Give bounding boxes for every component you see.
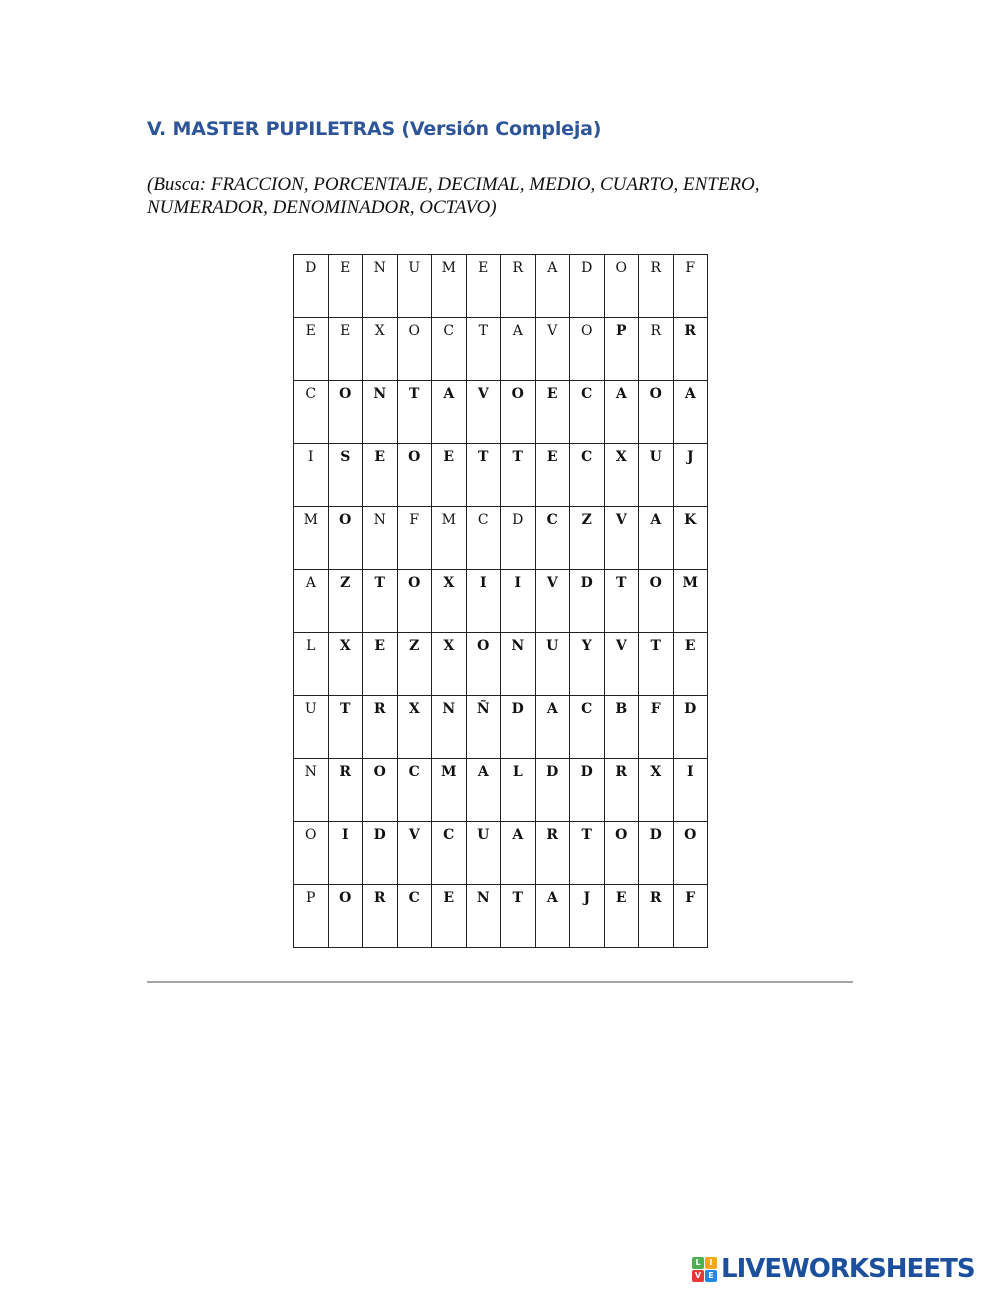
grid-letter: D [684,701,697,717]
grid-letter: L [512,764,523,780]
grid-cell[interactable] [570,822,605,885]
grid-cell[interactable] [501,255,536,318]
grid-cell[interactable] [397,444,432,507]
grid-letter: R [546,827,559,843]
grid-cell[interactable] [604,255,639,318]
grid-letter: L [306,638,316,654]
grid-letter: A [477,764,489,780]
section-divider [147,981,853,983]
grid-cell[interactable] [535,444,570,507]
logo-badge-square: V [692,1270,704,1282]
grid-letter: D [373,827,386,843]
grid-cell[interactable] [363,759,398,822]
grid-letter: C [443,827,455,843]
grid-letter: O [339,512,352,528]
grid-letter: E [340,323,351,339]
grid-letter: C [581,701,593,717]
grid-cell[interactable] [639,633,674,696]
grid-letter: A [305,575,316,591]
grid-letter: X [408,701,420,717]
grid-letter: A [615,386,627,402]
grid-letter: C [546,512,558,528]
grid-letter: O [684,827,697,843]
grid-cell[interactable] [673,885,708,948]
grid-cell[interactable] [432,885,467,948]
grid-letter: C [443,323,455,339]
grid-letter: D [511,701,524,717]
grid-row [294,444,708,507]
grid-cell[interactable] [639,444,674,507]
grid-cell[interactable] [501,822,536,885]
grid-letter: K [684,512,697,528]
grid-cell[interactable] [466,507,501,570]
grid-cell[interactable] [639,885,674,948]
grid-cell[interactable] [294,444,329,507]
grid-letter: C [581,386,593,402]
grid-letter: R [339,764,352,780]
grid-cell[interactable] [501,507,536,570]
grid-letter: O [408,323,420,339]
grid-cell[interactable] [604,885,639,948]
grid-letter: N [304,764,317,780]
grid-letter: S [340,449,351,465]
grid-letter: M [441,260,456,276]
grid-letter: O [615,827,628,843]
grid-cell[interactable] [294,696,329,759]
grid-letter: E [340,260,351,276]
grid-cell[interactable] [604,507,639,570]
grid-letter: Z [409,638,420,654]
grid-cell[interactable] [432,570,467,633]
grid-letter: E [443,890,455,906]
grid-cell[interactable] [604,381,639,444]
grid-cell[interactable] [466,633,501,696]
grid-letter: R [615,764,628,780]
grid-cell[interactable] [466,885,501,948]
grid-letter: O [649,386,662,402]
grid-cell[interactable] [604,696,639,759]
grid-cell[interactable] [535,507,570,570]
grid-letter: Ñ [476,701,490,717]
grid-cell[interactable] [328,444,363,507]
grid-cell[interactable] [501,318,536,381]
grid-cell[interactable] [363,885,398,948]
grid-letter: T [478,449,489,465]
grid-letter: D [580,764,593,780]
grid-cell[interactable] [432,318,467,381]
grid-letter: A [546,701,558,717]
grid-letter: T [616,575,627,591]
grid-letter: C [581,449,593,465]
grid-cell[interactable] [363,444,398,507]
grid-letter: A [684,386,696,402]
logo-badge-square: I [705,1257,717,1269]
grid-letter: T [374,575,385,591]
logo-badge-square: E [705,1270,717,1282]
grid-cell[interactable] [639,822,674,885]
grid-cell[interactable] [328,885,363,948]
grid-letter: T [512,890,523,906]
grid-letter: V [615,638,627,654]
grid-letter: Z [581,512,592,528]
grid-letter: D [305,260,317,276]
grid-letter: T [512,449,523,465]
grid-letter: N [373,512,386,528]
grid-cell[interactable] [673,570,708,633]
grid-cell[interactable] [432,696,467,759]
grid-letter: E [546,449,558,465]
logo-text: LIVEWORKSHEETS [721,1254,975,1284]
grid-cell[interactable] [501,633,536,696]
grid-cell[interactable] [432,633,467,696]
grid-cell[interactable] [673,444,708,507]
grid-letter: B [615,701,628,717]
grid-cell[interactable] [501,696,536,759]
grid-letter: D [512,512,524,528]
grid-letter: O [408,449,421,465]
grid-cell[interactable] [639,759,674,822]
grid-cell[interactable] [673,696,708,759]
grid-letter: F [685,890,696,906]
grid-letter: P [615,323,627,339]
grid-cell[interactable] [432,507,467,570]
grid-cell[interactable] [466,444,501,507]
grid-cell[interactable] [535,885,570,948]
grid-letter: V [546,575,558,591]
grid-cell[interactable] [639,318,674,381]
grid-letter: U [477,827,490,843]
grid-cell[interactable] [501,570,536,633]
grid-letter: I [341,827,349,843]
grid-cell[interactable] [466,381,501,444]
grid-cell[interactable] [328,507,363,570]
grid-letter: T [650,638,661,654]
grid-cell[interactable] [570,885,605,948]
logo-badge-square: L [692,1257,704,1269]
grid-letter: T [409,386,420,402]
grid-letter: C [408,764,420,780]
grid-letter: E [374,449,386,465]
grid-cell[interactable] [604,633,639,696]
grid-cell[interactable] [673,255,708,318]
grid-letter: M [682,575,698,591]
grid-letter: T [478,323,488,339]
grid-letter: O [339,386,352,402]
grid-cell[interactable] [535,255,570,318]
grid-letter: M [303,512,318,528]
grid-cell[interactable] [535,570,570,633]
instructions-text: (Busca: FRACCION, PORCENTAJE, DECIMAL, MEDIO, CUARTO, ENTERO, NUMERADOR, DENOMINADOR, OCTAVO) [147,174,760,218]
grid-cell[interactable] [570,318,605,381]
grid-letter: O [581,323,593,339]
grid-letter: R [684,323,697,339]
grid-letter: O [408,575,421,591]
grid-letter: N [442,701,456,717]
grid-letter: X [650,764,662,780]
grid-letter: E [684,638,696,654]
grid-cell[interactable] [501,381,536,444]
grid-cell[interactable] [673,318,708,381]
grid-letter: O [615,260,627,276]
grid-row [294,255,708,318]
grid-cell[interactable] [294,381,329,444]
grid-letter: D [546,764,559,780]
grid-cell[interactable] [432,381,467,444]
grid-cell[interactable] [501,759,536,822]
grid-letter: R [649,890,662,906]
grid-letter: U [304,701,317,717]
grid-letter: F [650,701,661,717]
grid-letter: I [686,764,694,780]
grid-cell[interactable] [328,318,363,381]
grid-cell[interactable] [328,633,363,696]
grid-letter: X [443,575,455,591]
grid-cell[interactable] [639,381,674,444]
grid-cell[interactable] [570,570,605,633]
grid-letter: D [581,260,593,276]
grid-letter: A [512,323,523,339]
grid-cell[interactable] [397,822,432,885]
grid-letter: F [685,260,696,276]
grid-cell[interactable] [535,696,570,759]
grid-letter: T [581,827,592,843]
grid-letter: O [511,386,524,402]
grid-cell[interactable] [535,822,570,885]
grid-row [294,696,708,759]
grid-letter: R [373,890,386,906]
grid-row [294,318,708,381]
grid-letter: U [546,638,559,654]
grid-cell[interactable] [397,507,432,570]
grid-letter: I [479,575,487,591]
grid-letter: E [374,638,386,654]
grid-cell[interactable] [466,255,501,318]
grid-letter: R [373,701,386,717]
grid-cell[interactable] [294,759,329,822]
grid-row [294,381,708,444]
grid-cell[interactable] [294,570,329,633]
grid-cell[interactable] [570,696,605,759]
grid-letter: E [478,260,489,276]
grid-cell[interactable] [363,570,398,633]
grid-letter: X [615,449,627,465]
grid-cell[interactable] [397,381,432,444]
grid-cell[interactable] [397,255,432,318]
grid-cell[interactable] [328,570,363,633]
grid-letter: U [408,260,421,276]
grid-letter: D [649,827,662,843]
grid-letter: E [443,449,455,465]
grid-letter: E [615,890,627,906]
grid-cell[interactable] [604,318,639,381]
grid-cell[interactable] [639,507,674,570]
grid-letter: N [511,638,525,654]
grid-letter: A [546,890,558,906]
grid-letter: I [307,449,314,465]
grid-letter: C [408,890,420,906]
grid-cell[interactable] [363,507,398,570]
grid-letter: Z [340,575,351,591]
grid-cell[interactable] [363,822,398,885]
grid-letter: M [441,512,456,528]
grid-letter: E [546,386,558,402]
grid-cell[interactable] [432,759,467,822]
grid-letter: O [339,890,352,906]
grid-cell[interactable] [397,696,432,759]
grid-letter: O [373,764,386,780]
grid-cell[interactable] [570,633,605,696]
grid-cell[interactable] [639,696,674,759]
grid-cell[interactable] [363,696,398,759]
grid-letter: X [374,323,385,339]
grid-cell[interactable] [466,696,501,759]
grid-cell[interactable] [604,822,639,885]
grid-letter: A [547,260,558,276]
grid-cell[interactable] [673,822,708,885]
grid-cell[interactable] [294,255,329,318]
grid-letter: V [408,827,420,843]
grid-letter: X [339,638,351,654]
grid-letter: A [650,512,662,528]
grid-cell[interactable] [639,255,674,318]
grid-cell[interactable] [294,318,329,381]
grid-cell[interactable] [535,381,570,444]
grid-cell[interactable] [604,444,639,507]
grid-cell[interactable] [397,759,432,822]
grid-cell[interactable] [604,759,639,822]
grid-letter: C [305,386,317,402]
grid-cell[interactable] [294,822,329,885]
grid-cell[interactable] [604,570,639,633]
grid-cell[interactable] [432,255,467,318]
grid-letter: D [580,575,593,591]
grid-cell[interactable] [466,318,501,381]
grid-cell[interactable] [328,255,363,318]
grid-letter: J [583,890,591,906]
grid-cell[interactable] [328,381,363,444]
grid-cell[interactable] [466,822,501,885]
grid-cell[interactable] [397,633,432,696]
grid-row [294,633,708,696]
grid-letter: I [514,575,522,591]
grid-cell[interactable] [432,822,467,885]
liveworksheets-logo [692,1253,975,1285]
grid-letter: R [650,260,662,276]
grid-letter: N [373,260,386,276]
grid-cell[interactable] [294,885,329,948]
grid-cell[interactable] [466,570,501,633]
grid-cell[interactable] [466,759,501,822]
grid-cell[interactable] [673,381,708,444]
grid-letter: N [476,890,490,906]
grid-cell[interactable] [397,318,432,381]
grid-cell[interactable] [397,570,432,633]
grid-cell[interactable] [432,444,467,507]
grid-cell[interactable] [570,507,605,570]
word-search-grid [293,254,708,948]
grid-row [294,822,708,885]
grid-cell[interactable] [328,696,363,759]
grid-cell[interactable] [501,885,536,948]
grid-letter: V [477,386,489,402]
grid-letter: O [649,575,662,591]
grid-cell[interactable] [501,444,536,507]
grid-row [294,507,708,570]
grid-cell[interactable] [673,759,708,822]
grid-cell[interactable] [328,759,363,822]
grid-cell[interactable] [673,633,708,696]
grid-letter: N [373,386,387,402]
grid-letter: Y [581,638,592,654]
page-title: V. MASTER PUPILETRAS (Versión Compleja) [147,118,602,140]
grid-cell[interactable] [294,507,329,570]
grid-cell[interactable] [294,633,329,696]
grid-letter: F [409,512,420,528]
grid-cell[interactable] [363,318,398,381]
grid-cell[interactable] [673,507,708,570]
grid-cell[interactable] [363,633,398,696]
grid-letter: A [443,386,455,402]
grid-cell[interactable] [570,444,605,507]
grid-letter: U [649,449,662,465]
grid-row [294,570,708,633]
grid-letter: E [305,323,316,339]
grid-cell[interactable] [328,822,363,885]
logo-badge-icon [692,1257,717,1282]
grid-letter: O [305,827,317,843]
grid-cell[interactable] [535,318,570,381]
grid-letter: O [477,638,490,654]
grid-row [294,759,708,822]
grid-letter: R [512,260,524,276]
grid-cell[interactable] [363,381,398,444]
grid-cell[interactable] [363,255,398,318]
grid-cell[interactable] [570,381,605,444]
grid-letter: A [512,827,524,843]
grid-cell[interactable] [535,633,570,696]
grid-letter: M [441,764,457,780]
grid-letter: J [686,449,694,465]
grid-letter: T [340,701,351,717]
grid-cell[interactable] [570,759,605,822]
grid-cell[interactable] [570,255,605,318]
grid-letter: V [547,323,558,339]
grid-letter: X [443,638,455,654]
grid-letter: C [477,512,489,528]
grid-row [294,885,708,948]
grid-cell[interactable] [639,570,674,633]
grid-cell[interactable] [535,759,570,822]
grid-letter: V [615,512,627,528]
grid-letter: R [650,323,662,339]
grid-letter: P [306,890,316,906]
grid-cell[interactable] [397,885,432,948]
